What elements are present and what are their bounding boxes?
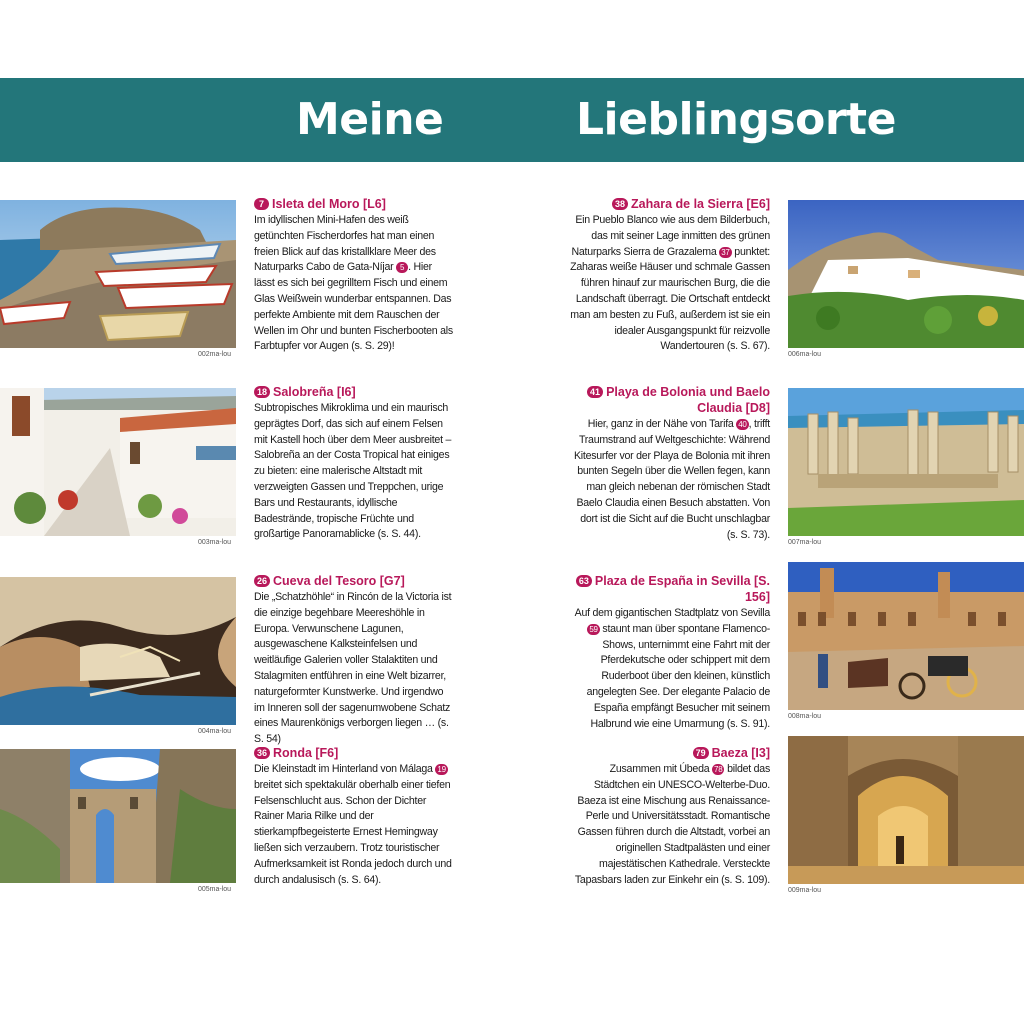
entry-title: Ronda [F6] xyxy=(273,746,339,760)
photo-cueva-del-tesoro xyxy=(0,577,236,725)
entry-body xyxy=(570,417,770,543)
entry-heading xyxy=(254,384,454,400)
entry-playa-de-bolonia xyxy=(570,384,770,543)
entry-text: Hier, ganz in der Nähe von Tarifa xyxy=(587,418,737,430)
entry-heading xyxy=(254,745,454,761)
entry-text: . Hier lässt es sich bei gegrilltem Fisch und einem Glas Weißwein wunderbar entspannen. Das perfekte Ambiente mit dem Rauschen der Wellen im Ohr und bunten Fischerbooten als Farbtupfer vor Augen (s. S. 29)! xyxy=(254,261,453,353)
entry-text: Die Kleinstadt im Hinterland von Málaga xyxy=(254,763,436,775)
photo-plaza-de-espana xyxy=(788,562,1024,710)
entry-body xyxy=(254,762,454,888)
entry-body xyxy=(254,213,454,355)
entry-baeza xyxy=(570,745,770,888)
entry-body xyxy=(254,401,454,543)
entry-title: Plaza de España in Sevilla [S. 156] xyxy=(594,574,770,604)
entry-body xyxy=(570,606,770,732)
entry-text: Im idyllischen Mini-Hafen des weiß getünchten Fischerdorfes hat man einen freien Blick auf das kristallklare Meer des Naturparks Cabo de Gata-Níjar xyxy=(254,214,436,274)
entry-ronda xyxy=(254,745,454,888)
entry-title: Playa de Bolonia und Baelo Claudia [D8] xyxy=(606,385,770,415)
entry-number-badge: 63 xyxy=(576,575,592,587)
entry-number-badge: 18 xyxy=(254,386,270,398)
entry-text: Auf dem gigantischen Stadtplatz von Sevilla xyxy=(574,607,770,619)
cross-reference-badge: 37 xyxy=(721,247,730,257)
entry-text: Ein Pueblo Blanco wie aus dem Bilderbuch, das mit seiner Lage inmitten des grünen Naturparks Sierra de Grazalema xyxy=(571,214,770,258)
entry-title: Salobreña [I6] xyxy=(273,385,356,399)
banner-title-word1: Meine xyxy=(296,94,444,145)
cross-reference-badge: 5 xyxy=(396,262,408,273)
entry-body xyxy=(570,762,770,888)
entry-title: Cueva del Tesoro [G7] xyxy=(273,574,405,588)
photo-isleta-del-moro xyxy=(0,200,236,348)
entry-title: Isleta del Moro [L6] xyxy=(272,197,386,211)
entry-text: bildet das Städtchen ein UNESCO-Welterbe-Duo. Baeza ist eine Mischung aus Renaissance-Perle und Universitätsstadt. Romantische Gassen führen durch die Altstadt, vorbei an originellen Stadtpalästen und einer majestätischen Kathedrale. Versteckte Tapasbars laden zur Einkehr ein (s. S. 109). xyxy=(574,763,770,886)
cross-reference-badge: 59 xyxy=(589,624,598,634)
entry-text: , trifft Traumstrand auf Weltgeschichte: Während Kitesurfer vor der Playa de Bolonia mit ihren bunten Segeln über die Wellen fegen, kann man gleich nebenan der römischen Stadt Baelo Claudia einen Besuch abstatten. Von dort ist die Sicht auf die Bucht unschlagbar (s. S. 73). xyxy=(573,418,770,541)
entry-number-badge: 36 xyxy=(254,747,270,759)
entry-number-badge: 38 xyxy=(612,198,628,210)
entry-text: Die „Schatzhöhle“ in Rincón de la Victoria ist die einzige begehbare Meereshöhle in Europa. Verwunschene Lagunen, ausgewaschene Kalksteinfelsen und weitläufige Galerien voller Stalaktiten und Stalagmiten entführen in eine Welt bizarrer, naturgeformter Kunstwerke. Und irgendwo im Inneren soll der sagenumwobene Schatz eines Maurenkönigs verborgen liegen … (s. S. 54) xyxy=(254,591,452,746)
entry-heading xyxy=(570,196,770,212)
entry-zahara-de-la-sierra xyxy=(570,196,770,355)
entry-heading xyxy=(570,573,770,605)
entry-number-badge: 79 xyxy=(693,747,709,759)
entry-title: Zahara de la Sierra [E6] xyxy=(631,197,770,211)
entry-isleta-del-moro xyxy=(254,196,454,355)
photo-credit: 006ma-lou xyxy=(788,351,822,358)
entry-text: Subtropisches Mikroklima und ein maurisch geprägtes Dorf, das sich auf einem Felsen mit Kastell hoch über dem Meer ausbreitet – Salobreña an der Costa Tropical hat einiges zu bieten: eine malerische Altstadt mit verzweigten Gassen und Treppchen, urige Bars und Restaurants, idyllische Badestrände, tropische Früchte und großartige Panoramablicke (s. S. 44). xyxy=(254,402,452,541)
cross-reference-badge: 78 xyxy=(714,765,723,774)
photo-credit: 009ma-lou xyxy=(788,887,822,894)
entry-text: punktet: Zaharas weiße Häuser und schmale Gassen führen hinauf zur maurischen Burg, die die Landschaft überragt. Die Ortschaft entdeckt man am besten zu Fuß, außerdem ist sie ein idealer Ausgangspunkt für reizvolle Wandertouren (s. S. 67). xyxy=(570,245,770,353)
photo-credit: 004ma-lou xyxy=(198,728,232,735)
photo-ronda xyxy=(0,749,236,883)
photo-credit: 008ma-lou xyxy=(788,713,822,720)
entry-heading xyxy=(254,573,454,589)
entry-heading xyxy=(570,745,770,761)
entry-salobrena xyxy=(254,384,454,543)
entry-text: breitet sich spektakulär oberhalb einer tiefen Felsenschlucht aus. Schon der Dichter Rainer Maria Rilke und der stierkampfbegeisterte Ernest Hemingway ließen sich verzaubern. Trotz touristischer Aufmerksamkeit ist Ronda jedoch durch und durch andalusisch (s. S. 64). xyxy=(254,778,452,886)
cross-reference-badge: 40 xyxy=(738,420,747,429)
photo-credit: 003ma-lou xyxy=(198,539,232,546)
photo-credit: 007ma-lou xyxy=(788,539,822,546)
photo-zahara-de-la-sierra xyxy=(788,200,1024,348)
entry-body xyxy=(570,213,770,355)
cross-reference-badge: 19 xyxy=(437,765,446,774)
entry-number-badge: 26 xyxy=(254,575,270,587)
entry-text: staunt man über spontane Flamenco-Shows, unternimmt eine Fahrt mit der Pferdekutsche oder schippert mit dem Ruderboot über den kleinen, künstlich angelegten See. Der elegante Palacio de España empfängt Besucher mit seinem Halbrund wie eine Umarmung (s. S. 91). xyxy=(586,622,770,730)
photo-credit: 002ma-lou xyxy=(198,351,232,358)
entry-plaza-de-espana xyxy=(570,573,770,732)
entry-body xyxy=(254,590,454,748)
photo-baeza xyxy=(788,736,1024,884)
entry-heading xyxy=(254,196,454,212)
photo-salobrena xyxy=(0,388,236,536)
entry-text: Zusammen mit Úbeda xyxy=(609,763,713,775)
entry-cueva-del-tesoro xyxy=(254,573,454,748)
title-banner xyxy=(0,78,1024,162)
banner-title-word2: Lieblingsorte xyxy=(576,94,896,145)
entry-number-badge: 41 xyxy=(587,386,603,398)
entry-heading xyxy=(570,384,770,416)
entry-title: Baeza [I3] xyxy=(711,746,770,760)
photo-credit: 005ma-lou xyxy=(198,886,232,893)
photo-baelo-claudia xyxy=(788,388,1024,536)
entry-number-badge: 7 xyxy=(254,198,269,210)
